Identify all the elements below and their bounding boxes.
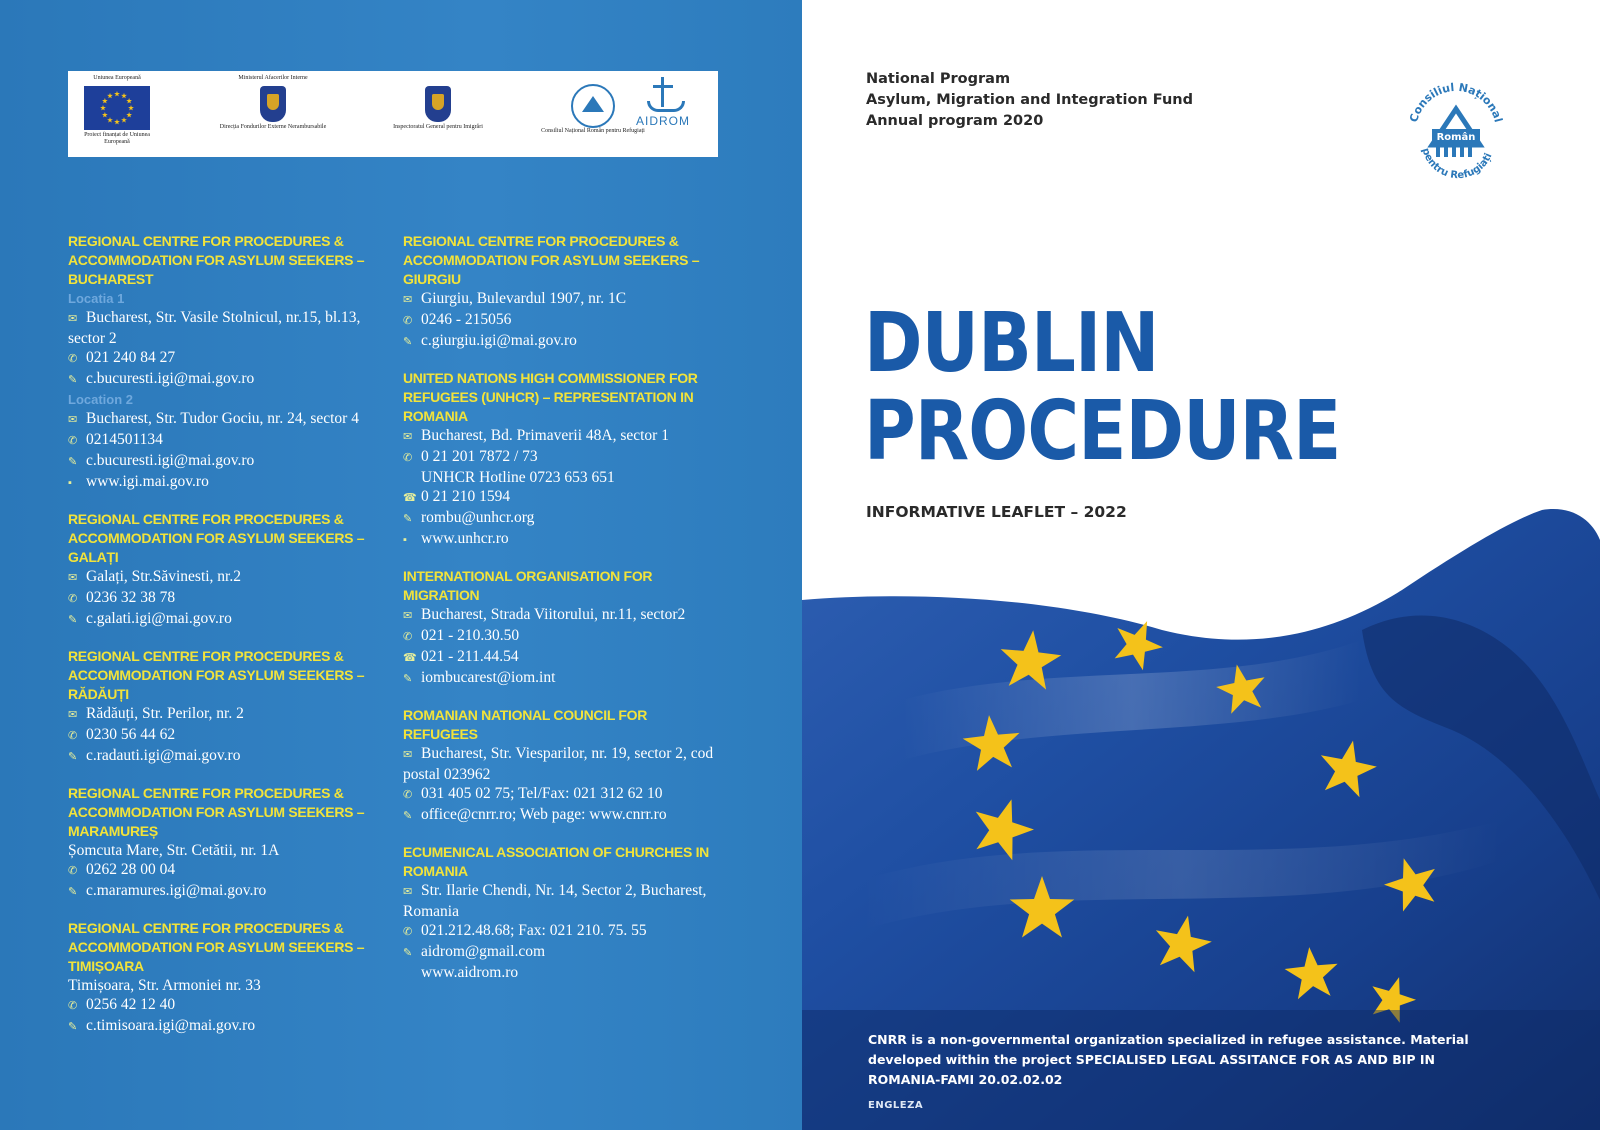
contact-block-title: REGIONAL CENTRE FOR PROCEDURES & ACCOMMODATION FOR ASYLUM SEEKERS – MARAMUREȘ bbox=[68, 785, 365, 839]
cnrr-logo-mid-text: Român bbox=[1436, 132, 1476, 143]
contact-line-text: Bucharest, Bd. Primaverii 48A, sector 1 bbox=[421, 427, 669, 444]
contact-line-text: Bucharest, Str. Vasile Stolnicul, nr.15, bl.13, sector 2 bbox=[68, 309, 361, 347]
contact-line bbox=[68, 860, 388, 881]
aidrom-name: AIDROM bbox=[636, 114, 690, 128]
mai-crest-icon bbox=[260, 86, 286, 122]
contact-block-title: REGIONAL CENTRE FOR PROCEDURES & ACCOMMODATION FOR ASYLUM SEEKERS – GIURGIU bbox=[403, 233, 700, 287]
flag-star-icon bbox=[114, 91, 120, 96]
contact-block bbox=[68, 510, 388, 630]
cnrr-logo-top-text: Consiliul Național bbox=[1407, 80, 1505, 124]
contact-line-text: 0214501134 bbox=[86, 431, 163, 448]
contact-line-text: 0230 56 44 62 bbox=[86, 726, 176, 743]
flag-star-icon bbox=[121, 117, 127, 123]
envelope-icon: ✉ bbox=[68, 414, 78, 426]
flag-star-icon bbox=[107, 117, 113, 123]
email-icon: ✎ bbox=[68, 751, 78, 763]
contact-line bbox=[403, 921, 723, 942]
eu-logo-top-text: Uniunea Europeană bbox=[93, 75, 141, 81]
contact-line-text: Bucharest, Strada Viitorului, nr.11, sector2 bbox=[421, 606, 686, 623]
email-icon: ✎ bbox=[68, 1021, 78, 1033]
phone-icon: ✆ bbox=[68, 730, 78, 742]
contact-block-title: ROMANIAN NATIONAL COUNCIL FOR REFUGEES bbox=[403, 707, 648, 742]
contact-line-text: 0 21 210 1594 bbox=[421, 488, 511, 505]
flag-star-icon bbox=[102, 98, 108, 103]
language-label: ENGLEZA bbox=[868, 1100, 924, 1111]
contact-block-title: REGIONAL CENTRE FOR PROCEDURES & ACCOMMODATION FOR ASYLUM SEEKERS – BUCHAREST bbox=[68, 233, 365, 287]
aidrom-cross-boat-icon bbox=[643, 75, 683, 115]
contact-line-text: iombucarest@iom.int bbox=[421, 669, 556, 686]
contact-line bbox=[403, 963, 723, 982]
phone-icon: ✆ bbox=[403, 926, 413, 938]
contact-block bbox=[68, 919, 388, 1037]
envelope-icon: ✉ bbox=[68, 572, 78, 584]
contacts-column-right bbox=[403, 232, 723, 999]
eu-flag-icon bbox=[84, 86, 150, 130]
contact-line[interactable] bbox=[68, 1016, 388, 1037]
phone-icon: ✆ bbox=[68, 593, 78, 605]
flag-star-icon bbox=[107, 93, 113, 98]
contacts-column-left bbox=[68, 232, 388, 1054]
contact-line-text: 031 405 02 75; Tel/Fax: 021 312 62 10 bbox=[421, 785, 663, 802]
subtitle: INFORMATIVE LEAFLET – 2022 bbox=[866, 503, 1127, 521]
envelope-icon: ✉ bbox=[403, 749, 413, 761]
contact-block-title: REGIONAL CENTRE FOR PROCEDURES & ACCOMMODATION FOR ASYLUM SEEKERS – TIMIȘOARA bbox=[68, 920, 365, 974]
contact-block bbox=[403, 567, 723, 689]
phone-icon: ✆ bbox=[403, 315, 413, 327]
contact-line-text: Bucharest, Str. Tudor Gociu, nr. 24, sector 4 bbox=[86, 410, 359, 427]
contact-line bbox=[68, 409, 388, 430]
contact-line-text: Timișoara, Str. Armoniei nr. 33 bbox=[68, 977, 261, 994]
contact-block-title: ECUMENICAL ASSOCIATION OF CHURCHES IN ROMANIA bbox=[403, 844, 709, 879]
flag-star-icon bbox=[121, 93, 127, 98]
contact-line[interactable] bbox=[403, 508, 723, 529]
phone-icon: ✆ bbox=[68, 435, 78, 447]
contact-line bbox=[68, 704, 388, 725]
mai-logo-bottom-text: Direcția Fondurilor Externe Nerambursabile bbox=[219, 124, 327, 130]
contact-line-text: www.igi.mai.gov.ro bbox=[86, 473, 209, 490]
cover-panel bbox=[802, 0, 1600, 1130]
contact-line-text: 021 - 210.30.50 bbox=[421, 627, 520, 644]
email-icon: ✎ bbox=[68, 456, 78, 468]
envelope-icon: ✉ bbox=[68, 313, 78, 325]
mai-logo bbox=[218, 75, 328, 153]
cnrr-logo-bottom-text: Consiliul Național Român pentru Refugiați bbox=[541, 128, 645, 134]
flag-star-icon bbox=[126, 112, 132, 117]
contact-line bbox=[403, 784, 723, 805]
email-icon: ✎ bbox=[403, 673, 413, 685]
contact-line bbox=[403, 744, 723, 784]
contact-line-text: www.aidrom.ro bbox=[421, 964, 519, 981]
cnrr-mini-emblem-icon bbox=[571, 84, 615, 128]
contact-line bbox=[68, 348, 388, 369]
email-icon: ✎ bbox=[68, 374, 78, 386]
contact-line-text: Bucharest, Str. Viesparilor, nr. 19, sector 2, cod postal 023962 bbox=[403, 745, 714, 783]
contact-line-text: 0246 - 215056 bbox=[421, 311, 512, 328]
contact-line[interactable] bbox=[68, 369, 388, 390]
aidrom-logo bbox=[618, 75, 708, 153]
contact-line-text: www.unhcr.ro bbox=[421, 530, 509, 547]
contact-line bbox=[68, 841, 388, 860]
location-label: Locatia 1 bbox=[68, 291, 125, 306]
footer-description: CNRR is a non-governmental organization specialized in refugee assistance. Material developed within the project SPECIALISED LEGAL ASSITANCE FOR AS AND BIP IN ROMANIA-FAMI 20.02.02.02 bbox=[868, 1032, 1469, 1087]
contact-line bbox=[403, 647, 723, 668]
contact-block bbox=[403, 843, 723, 982]
contact-block-title: UNITED NATIONS HIGH COMMISSIONER FOR REFUGEES (UNHCR) – REPRESENTATION IN ROMANIA bbox=[403, 370, 698, 424]
contact-line-text: Șomcuta Mare, Str. Cetătii, nr. 1A bbox=[68, 842, 280, 859]
email-icon: ✎ bbox=[403, 947, 413, 959]
flag-star-icon bbox=[100, 105, 106, 110]
contact-block-title: REGIONAL CENTRE FOR PROCEDURES & ACCOMMODATION FOR ASYLUM SEEKERS – RĂDĂUȚI bbox=[68, 648, 365, 702]
contact-line-text: c.radauti.igi@mai.gov.ro bbox=[86, 747, 241, 764]
contact-line bbox=[403, 310, 723, 331]
contact-line bbox=[403, 426, 723, 447]
mai-logo-top-text: Ministerul Afacerilor Interne bbox=[238, 75, 308, 81]
contact-line bbox=[68, 976, 388, 995]
program-info bbox=[866, 69, 1193, 132]
contact-block bbox=[68, 232, 388, 493]
contact-line-text: Str. Ilarie Chendi, Nr. 14, Sector 2, Bucharest, Romania bbox=[403, 882, 707, 920]
contact-line bbox=[68, 567, 388, 588]
cnrr-logo-bottom-text: pentru Refugiați bbox=[1419, 146, 1495, 182]
contact-line bbox=[403, 605, 723, 626]
contact-line-text: 021.212.48.68; Fax: 021 210. 75. 55 bbox=[421, 922, 647, 939]
contact-line-text: c.bucuresti.igi@mai.gov.ro bbox=[86, 370, 255, 387]
flag-star-icon bbox=[102, 112, 108, 117]
contact-line-text: c.maramures.igi@mai.gov.ro bbox=[86, 882, 267, 899]
contact-line-text: 0 21 201 7872 / 73 bbox=[421, 448, 538, 465]
contact-line[interactable] bbox=[403, 942, 723, 963]
contact-line-text: UNHCR Hotline 0723 653 651 bbox=[421, 469, 615, 486]
envelope-icon: ✉ bbox=[403, 431, 413, 443]
envelope-icon: ✉ bbox=[68, 709, 78, 721]
location-label: Location 2 bbox=[68, 392, 134, 407]
phone-icon: ✆ bbox=[68, 1000, 78, 1012]
email-icon: ✎ bbox=[68, 614, 78, 626]
contact-line[interactable] bbox=[403, 529, 723, 550]
phone-icon: ✆ bbox=[68, 353, 78, 365]
eu-logo bbox=[76, 75, 158, 153]
igi-crest-icon bbox=[425, 86, 451, 122]
contact-line-text: c.galati.igi@mai.gov.ro bbox=[86, 610, 232, 627]
phone-icon: ✆ bbox=[403, 452, 413, 464]
web-icon: ▪ bbox=[403, 534, 407, 546]
contact-block bbox=[68, 784, 388, 902]
flag-star-icon bbox=[128, 105, 134, 110]
envelope-icon: ✉ bbox=[403, 294, 413, 306]
contact-line-text: 0256 42 12 40 bbox=[86, 996, 176, 1013]
contact-line[interactable] bbox=[68, 609, 388, 630]
contact-line[interactable] bbox=[68, 472, 388, 493]
contact-line bbox=[68, 430, 388, 451]
contact-line bbox=[403, 626, 723, 647]
contact-line bbox=[68, 308, 388, 348]
phone-icon: ✆ bbox=[403, 631, 413, 643]
contact-line-text: Rădăuți, Str. Perilor, nr. 2 bbox=[86, 705, 244, 722]
email-icon: ✎ bbox=[68, 886, 78, 898]
email-icon: ✎ bbox=[403, 336, 413, 348]
flag-star-icon bbox=[114, 119, 120, 124]
contact-line bbox=[403, 468, 723, 487]
eu-logo-bottom-text: Proiect finanțat de Uniunea Europeană bbox=[84, 132, 150, 145]
contact-line bbox=[68, 995, 388, 1016]
contact-line-text: c.giurgiu.igi@mai.gov.ro bbox=[421, 332, 577, 349]
envelope-icon: ✉ bbox=[403, 886, 413, 898]
contact-block bbox=[403, 706, 723, 826]
email-icon: ✎ bbox=[403, 513, 413, 525]
cnrr-logo bbox=[1398, 73, 1514, 189]
program-line: Asylum, Migration and Integration Fund bbox=[866, 92, 1193, 108]
contact-line bbox=[403, 487, 723, 508]
fax-icon: ☎ bbox=[403, 492, 417, 504]
envelope-icon: ✉ bbox=[403, 610, 413, 622]
contact-line-text: 0262 28 00 04 bbox=[86, 861, 176, 878]
contact-line bbox=[403, 447, 723, 468]
contact-line-text: rombu@unhcr.org bbox=[421, 509, 535, 526]
web-icon: ▪ bbox=[68, 477, 72, 489]
contact-line[interactable] bbox=[403, 668, 723, 689]
contact-line-text: aidrom@gmail.com bbox=[421, 943, 546, 960]
contact-line-text: office@cnrr.ro; Web page: www.cnrr.ro bbox=[421, 806, 667, 823]
contact-line-text: 021 - 211.44.54 bbox=[421, 648, 519, 665]
phone-icon: ✆ bbox=[68, 865, 78, 877]
contact-line bbox=[68, 725, 388, 746]
contact-block bbox=[403, 369, 723, 550]
contact-line bbox=[403, 289, 723, 310]
contact-line bbox=[403, 881, 723, 921]
contact-block bbox=[68, 647, 388, 767]
contact-line-text: c.timisoara.igi@mai.gov.ro bbox=[86, 1017, 256, 1034]
email-icon: ✎ bbox=[403, 810, 413, 822]
igi-logo-bottom-text: Inspectoratul General pentru Imigrări bbox=[393, 124, 483, 130]
contact-line[interactable] bbox=[403, 805, 723, 826]
contact-line bbox=[68, 588, 388, 609]
page-title bbox=[864, 296, 1341, 479]
contact-block-title: INTERNATIONAL ORGANISATION FOR MIGRATION bbox=[403, 568, 653, 603]
contact-line-text: Galați, Str.Săvinesti, nr.2 bbox=[86, 568, 241, 585]
partner-logos-strip bbox=[68, 71, 718, 157]
contact-line[interactable] bbox=[68, 746, 388, 767]
contact-line-text: 0236 32 38 78 bbox=[86, 589, 176, 606]
contact-line-text: c.bucuresti.igi@mai.gov.ro bbox=[86, 452, 255, 469]
contact-line-text: Giurgiu, Bulevardul 1907, nr. 1C bbox=[421, 290, 627, 307]
contact-block bbox=[403, 232, 723, 352]
title-line: PROCEDURE bbox=[864, 384, 1341, 479]
phone-icon: ✆ bbox=[403, 789, 413, 801]
contact-line-text: 021 240 84 27 bbox=[86, 349, 176, 366]
fax-icon: ☎ bbox=[403, 652, 417, 664]
contact-line[interactable] bbox=[68, 881, 388, 902]
flag-star-icon bbox=[126, 98, 132, 103]
program-line: Annual program 2020 bbox=[866, 113, 1044, 129]
program-line: National Program bbox=[866, 71, 1011, 87]
igi-logo bbox=[378, 75, 498, 153]
title-line: DUBLIN bbox=[864, 296, 1159, 391]
contact-line[interactable] bbox=[403, 331, 723, 352]
contact-block-title: REGIONAL CENTRE FOR PROCEDURES & ACCOMMODATION FOR ASYLUM SEEKERS – GALAȚI bbox=[68, 511, 365, 565]
contact-line[interactable] bbox=[68, 451, 388, 472]
